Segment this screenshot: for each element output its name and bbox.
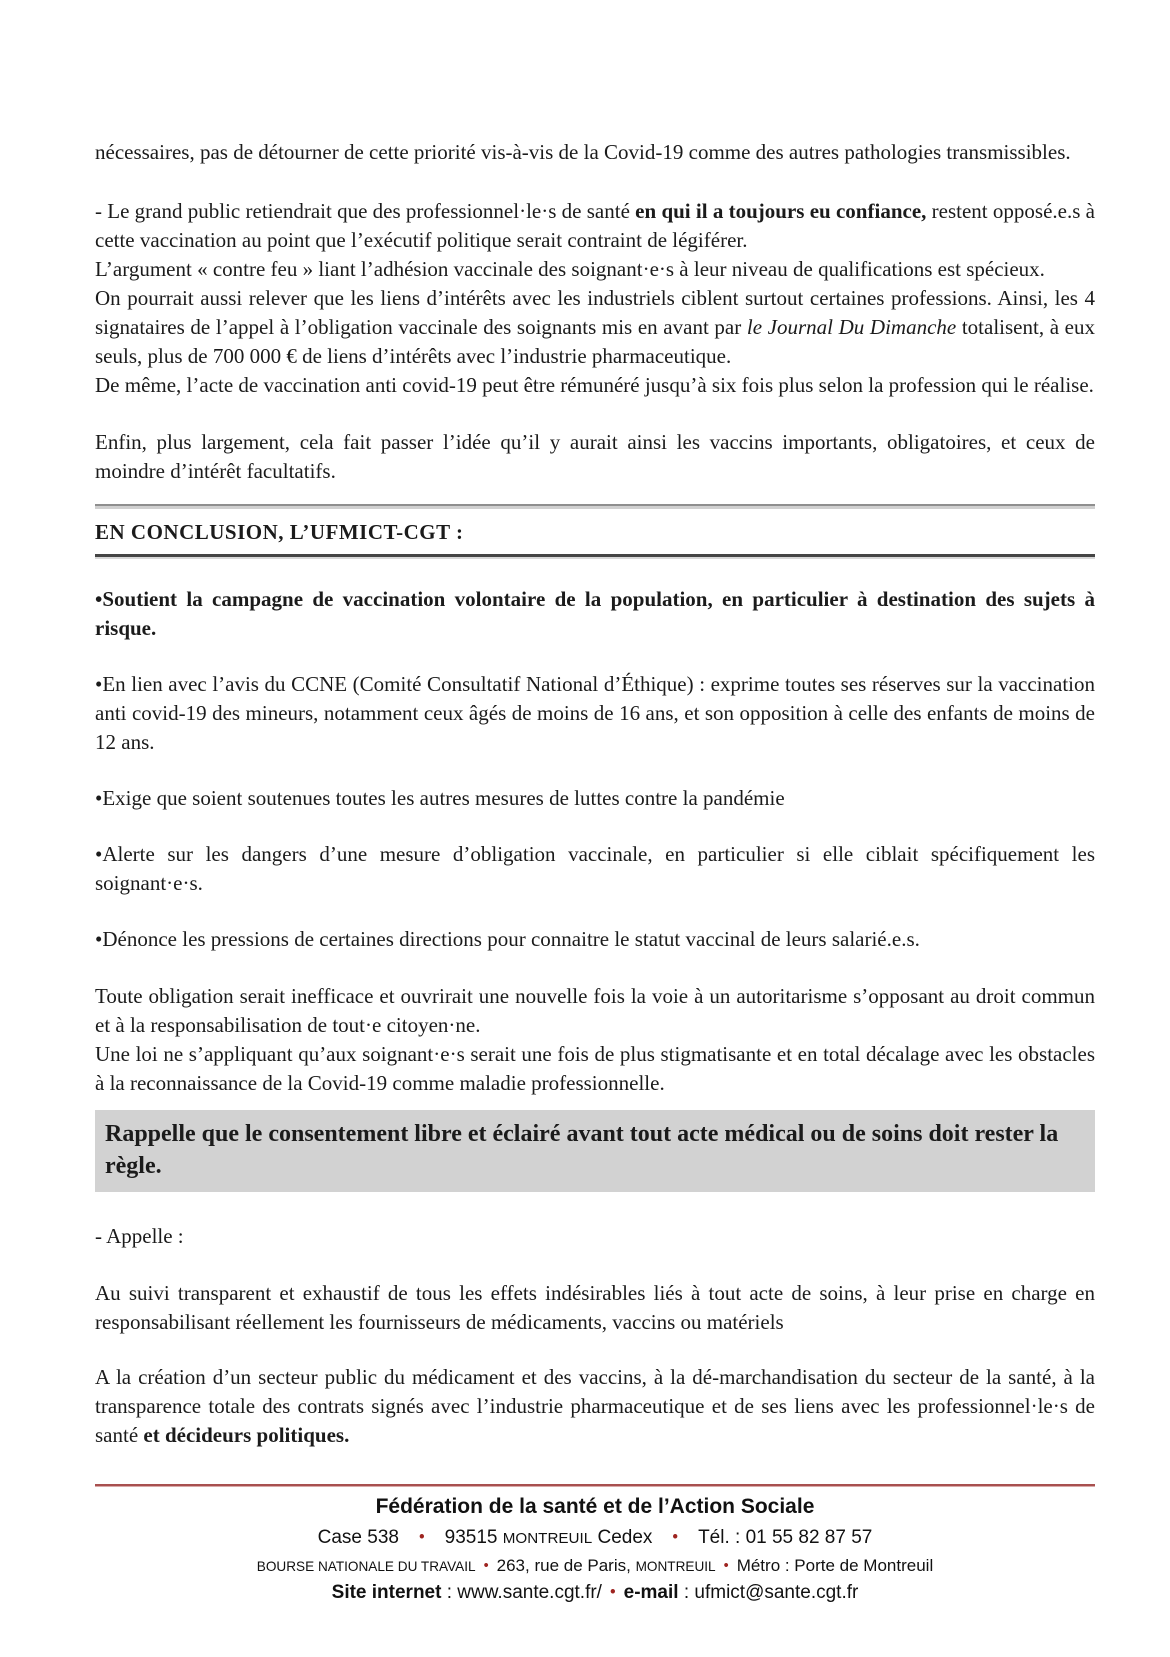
bullet-exige: •Exige que soient soutenues toutes les autres mesures de luttes contre la pandémie [95,786,785,810]
footer [95,1495,1095,1604]
footer-email-label: e-mail [623,1582,679,1603]
bullet-soutient: •Soutient la campagne de vaccination volontaire de la population, en particulier à destination des sujets à risque. [95,587,1095,640]
bullet-denonce: •Dénonce les pressions de certaines directions pour connaitre le statut vaccinal de leurs salarié.e.s. [95,927,920,951]
footer-zip: 93515 [444,1527,503,1548]
footer-street-city: MONTREUIL [635,1559,716,1574]
text-segment-bold: et décideurs politiques. [143,1423,350,1447]
footer-address-line [95,1527,1095,1549]
paragraph-enfin: Enfin, plus largement, cela fait passer l’idée qu’il y aurait ainsi les vaccins importants, obligatoires, et ceux de moindre d’intérêt facultatifs. [95,430,1095,483]
footer-metro: Métro : Porte de Montreuil [736,1556,934,1575]
bullet-icon: • [723,1558,729,1574]
text-segment: : [441,1582,458,1603]
footer-cedex: Cedex [592,1527,653,1548]
highlight-rappelle: Rappelle que le consentement libre et éclairé avant tout acte médical ou de soins doit rester la règle. [95,1110,1095,1192]
bullet-icon: • [483,1558,489,1574]
footer-phone: Tél. : 01 55 82 87 57 [698,1527,873,1548]
footer-site-url: www.sante.cgt.fr/ [457,1582,602,1603]
footer-organization: Fédération de la santé et de l’Action Sociale [375,1495,815,1518]
footer-site-label: Site internet [331,1582,442,1603]
footer-bourse-line [95,1556,1095,1576]
paragraph-suivi: Au suivi transparent et exhaustif de tous les effets indésirables liés à tout acte de soins, à leur prise en charge en responsabilisant réellement les fournisseurs de médicaments, vaccins ou matériels [95,1281,1095,1334]
footer-contact-line [95,1582,1095,1604]
bullet-icon: • [609,1583,616,1601]
paragraph-creation [95,1363,1095,1450]
footer-city: MONTREUIL [502,1530,593,1547]
footer-bourse: BOURSE NATIONALE DU TRAVAIL [256,1559,476,1574]
paragraph-appelle: - Appelle : [95,1224,184,1248]
document-page [95,0,1095,1604]
bullet-icon: • [418,1528,425,1546]
bullet-ccne: •En lien avec l’avis du CCNE (Comité Consultatif National d’Éthique) : exprime toutes ses réserves sur la vaccination anti covid-19 des mineurs, notamment ceux âgés de moins de 16 ans, et son opposition à celle des enfants de moins de 12 ans. [95,672,1095,754]
text-segment: restent opposé.e.s à cette vaccination au point que l’exécutif politique serait contraint de légiférer. [95,199,1095,252]
text-segment: A la création d’un secteur public du médicament et des vaccins, à la dé-marchandisation du secteur de la santé, à la transparence totale des contrats signés avec l’industrie pharmaceutique et de ses liens avec les professionnel·le·s de santé [95,1365,1095,1447]
text-segment: - Le grand public retiendrait que des professionnel·le·s de santé [95,199,636,223]
footer-street: 263, rue de Paris, [496,1556,636,1575]
paragraph-argument: L’argument « contre feu » liant l’adhésion vaccinale des soignant·e·s à leur niveau de qualifications est spécieux. [95,257,1045,281]
paragraph-obligation: Toute obligation serait inefficace et ouvrirait une nouvelle fois la voie à un autoritarisme s’opposant au droit commun et à la responsabilisation de tout·e citoyen·ne. [95,984,1095,1037]
bullet-alerte: •Alerte sur les dangers d’une mesure d’obligation vaccinale, en particulier si elle ciblait spécifiquement les soignant·e·s. [95,842,1095,895]
paragraph-loi: Une loi ne s’appliquant qu’aux soignant·e·s serait une fois de plus stigmatisante et en total décalage avec les obstacles à la reconnaissance de la Covid-19 comme maladie professionnelle. [95,1042,1095,1095]
paragraph-block-public [95,197,1095,400]
conclusion-section-header [95,504,1095,557]
text-segment-bold: en qui il a toujours eu confiance, [635,199,927,223]
text-segment: totalisent, à eux seuls, plus de 700 000 € de liens d’intérêts avec l’industrie pharmaceutique. [95,315,1095,368]
paragraph-liens-interets [95,284,1095,371]
footer-red-rule [95,1484,1095,1486]
paragraph-intro: nécessaires, pas de détourner de cette priorité vis-à-vis de la Covid-19 comme des autres pathologies transmissibles. [95,140,1071,164]
paragraph-remuneration: De même, l’acte de vaccination anti covid-19 peut être rémunéré jusqu’à six fois plus selon la profession qui le réalise. [95,373,1094,397]
paragraph-grand-public [95,197,1095,255]
bullet-icon: • [672,1528,679,1546]
text-segment-italic: le Journal Du Dimanche [746,315,957,339]
footer-case: Case 538 [317,1527,399,1548]
conclusion-heading: EN CONCLUSION, L’UFMICT-CGT : [95,509,1095,557]
footer-email-address: ufmict@sante.cgt.fr [694,1582,859,1603]
text-segment: On pourrait aussi relever que les liens d’intérêts avec les industriels ciblent surtout certaines professions. Ainsi, les 4 signataires de l’appel à l’obligation vaccinale des soignants mis en avant par [95,286,1095,339]
text-segment: : [678,1582,695,1603]
